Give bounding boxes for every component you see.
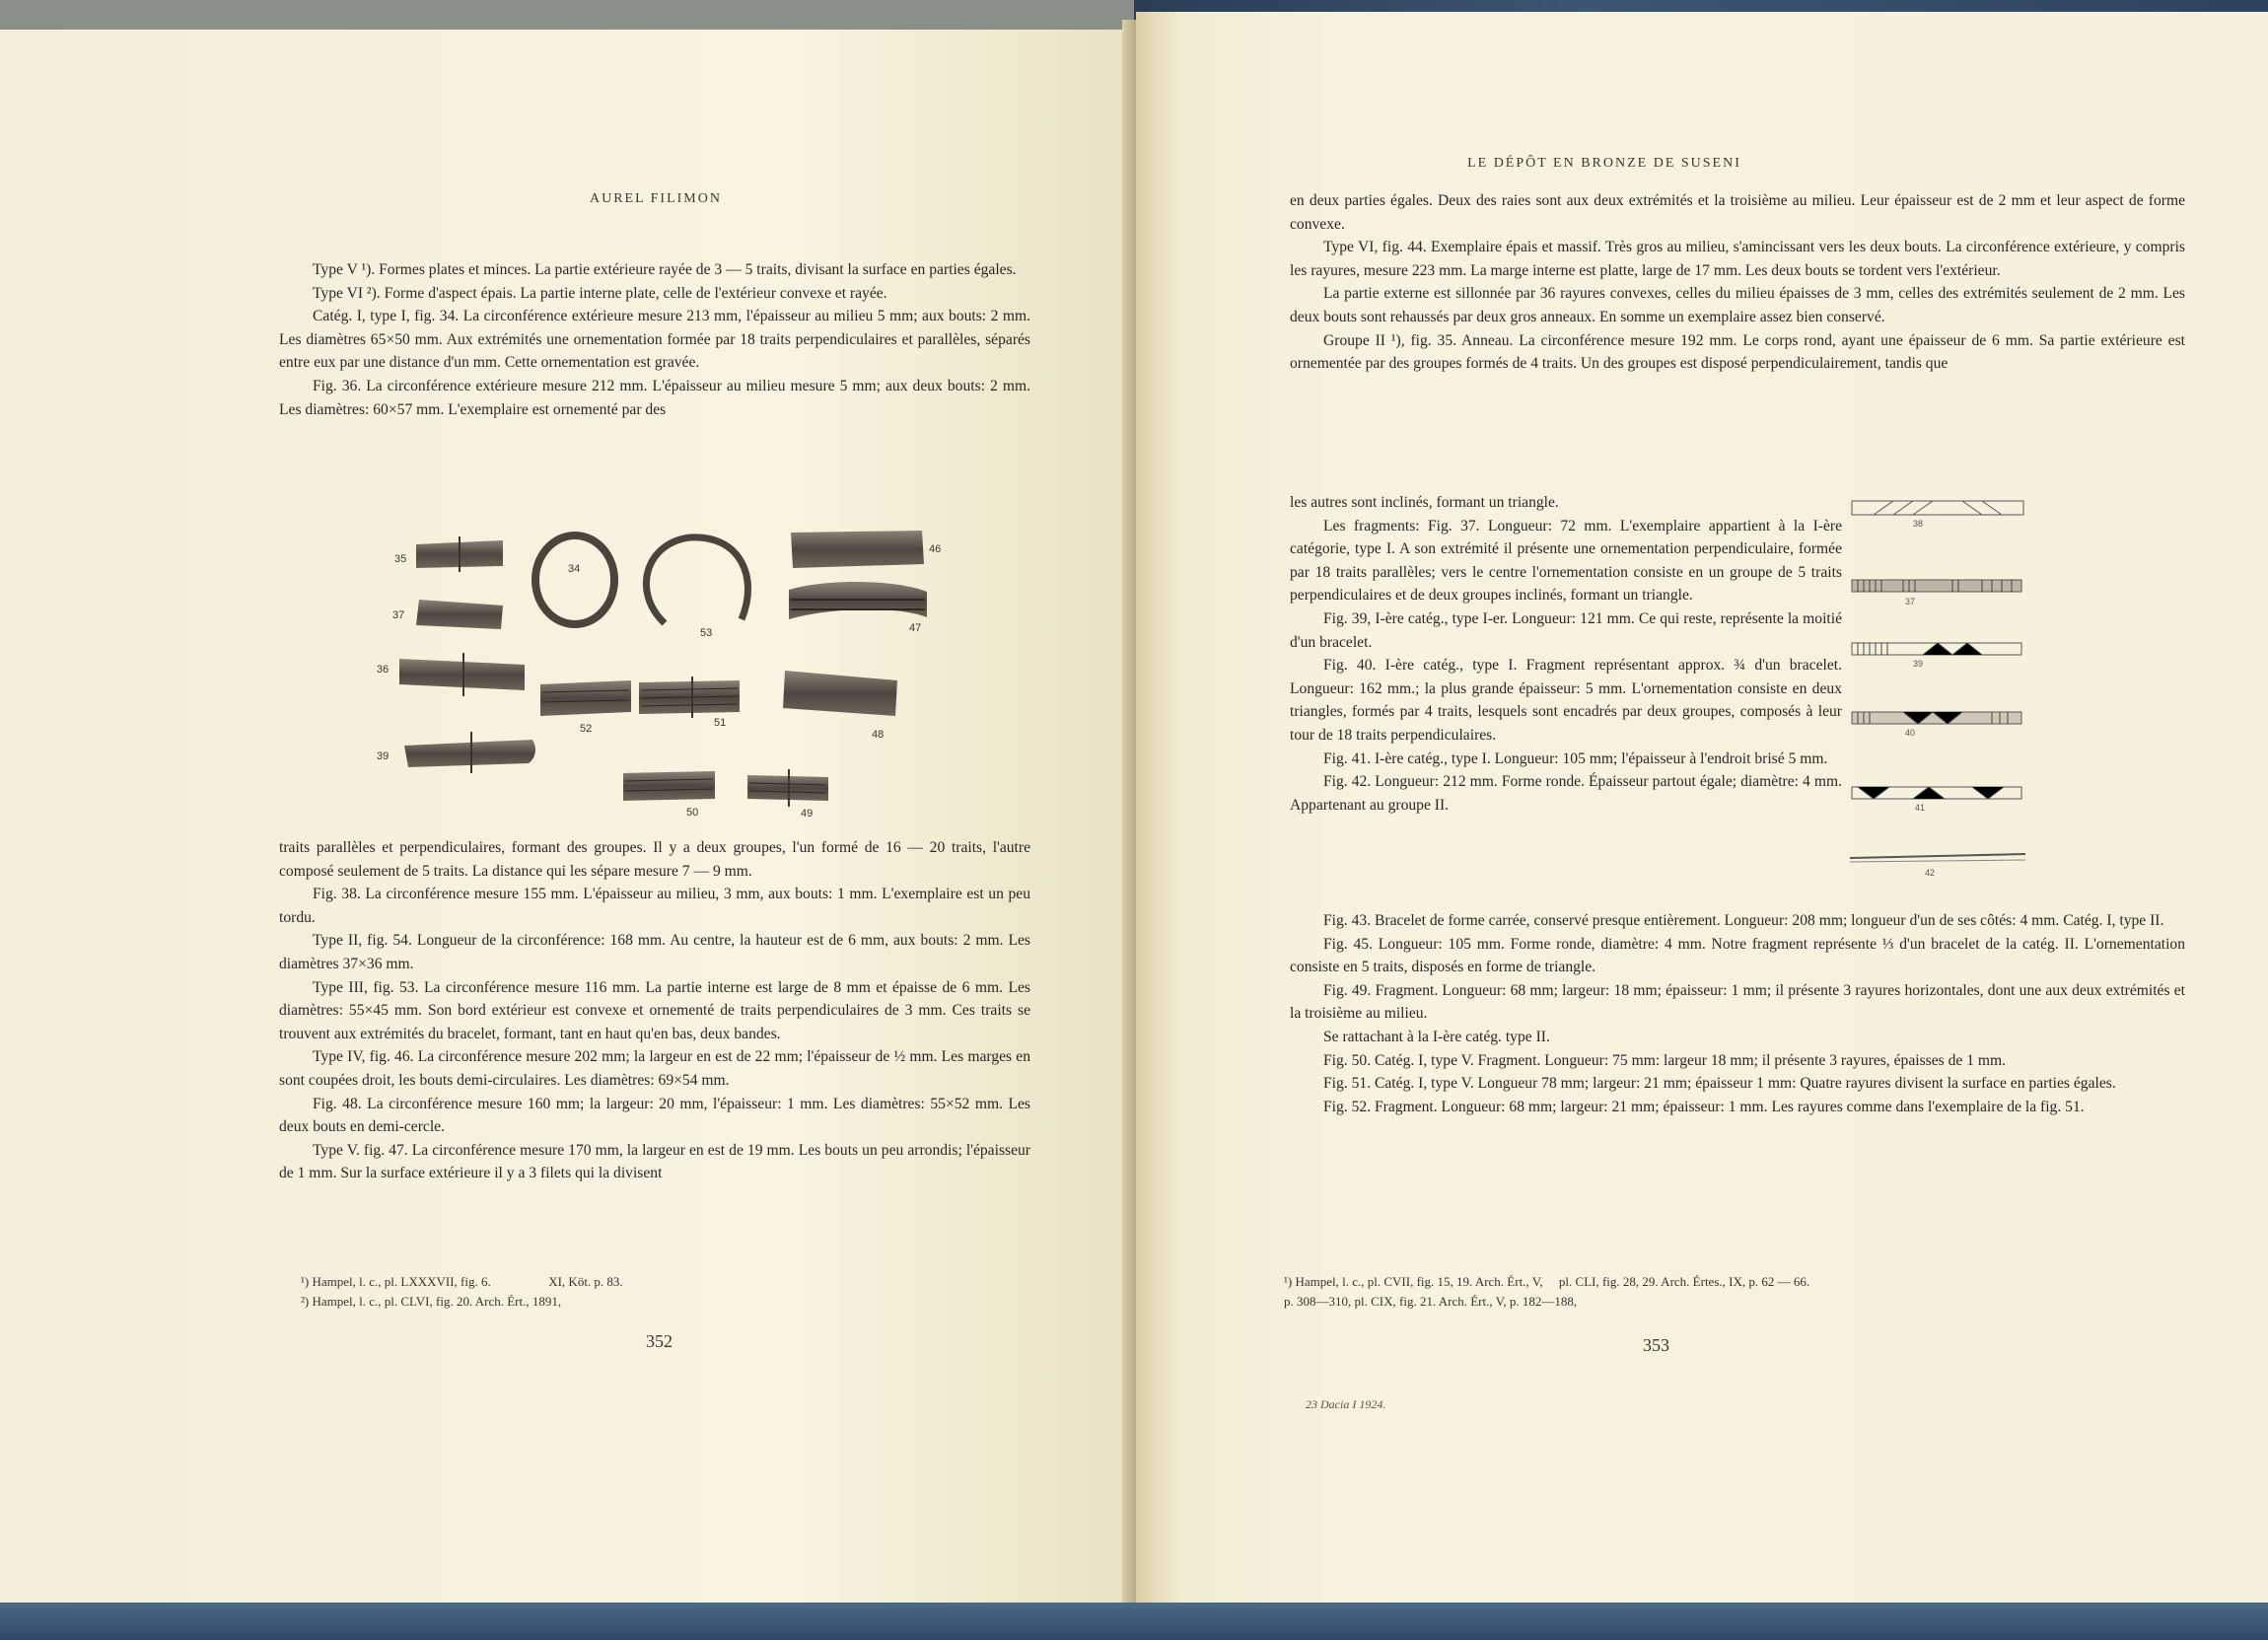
plate-label: 36: [377, 664, 390, 676]
right-text-top: [1290, 189, 2185, 376]
paragraph: Groupe II ¹), fig. 35. Anneau. La circonférence mesure 192 mm. Le corps rond, ayant une épaisseur de 6 mm. Sa partie extérieure est ornementée par des groupes formés de 4 traits. Un des groupes est disposé perpendiculairement, tandis que: [1290, 331, 2185, 373]
figure-label: 40: [1905, 728, 1916, 738]
paragraph: Fig. 40. I-ère catég., type I. Fragment représentant approx. ¾ d'un bracelet. Longueur: 162 mm.; la plus grande épaisseur: 5 mm. L'ornementation consiste en deux triangles, formés par 4 traits, lesquels sont encadrés par deux groupes, composés à leur tour de 18 traits perpendiculaires.: [1290, 657, 1842, 744]
plate-label: 51: [714, 717, 727, 729]
paragraph: Type V ¹). Formes plates et minces. La partie extérieure rayée de 3 — 5 traits, divisant la surface en parties égales.: [313, 261, 1017, 278]
paragraph: Type IV, fig. 46. La circonférence mesure 202 mm; la largeur en est de 22 mm; l'épaisseur de ½ mm. Les marges en sont coupées droit, les bouts demi-circulaires. Les diamètres: 69×54 mm.: [279, 1048, 1030, 1089]
fragment-39: [404, 740, 535, 767]
paragraph: en deux parties égales. Deux des raies sont aux deux extrémités et la troisième au milieu. Leur épaisseur est de 2 mm et leur aspect de forme convexe.: [1290, 192, 2185, 233]
paragraph: Catég. I, type I, fig. 34. La circonférence extérieure mesure 213 mm, l'épaisseur au milieu 5 mm; aux bouts: 2 mm. Les diamètres 65×50 mm. Aux extrémités une ornementation formée par 18 traits perpendiculaires et parallèles, séparés entre eux par une distance d'un mm. Cette ornementation est gravée.: [279, 308, 1030, 372]
fragment-48: [783, 671, 897, 716]
plate-label: 47: [909, 622, 922, 634]
footnote: ²) Hampel, l. c., pl. CLVI, fig. 20. Arch. Ért., 1891,: [301, 1294, 562, 1309]
figure-42: [1850, 854, 2025, 878]
fragment-line-figures: [1844, 493, 2031, 897]
figure-39: [1852, 643, 2021, 669]
ring-53: [646, 537, 747, 623]
paragraph: Se rattachant à la I-ère catég. type II.: [1323, 1028, 1550, 1045]
paragraph: Fig. 39, I-ère catég., type I-er. Longueur: 121 mm. Ce qui reste, représente la moitié d'un bracelet.: [1290, 609, 1842, 651]
paragraph: Type VI, fig. 44. Exemplaire épais et massif. Très gros au milieu, s'amincissant vers les deux bouts. La circonférence extérieure, y compris les rayures, mesure 223 mm. La marge interne est platte, large de 17 mm. Les deux bouts se tordent vers l'extérieur.: [1290, 239, 2185, 279]
figure-40: [1852, 712, 2021, 738]
footnote: p. 308—310, pl. CIX, fig. 21. Arch. Ért., V, p. 182—188,: [1284, 1294, 1578, 1309]
paragraph: Fig. 49. Fragment. Longueur: 68 mm; largeur: 18 mm; épaisseur: 1 mm; il présente 3 rayures horizontales, dont une aux deux extrémités et la troisième au milieu.: [1290, 981, 2185, 1023]
paragraph: Type VI ²). Forme d'aspect épais. La partie interne plate, celle de l'extérieur convexe et rayée.: [313, 284, 887, 302]
plate-label: 49: [801, 808, 814, 820]
paragraph: Fig. 42. Longueur: 212 mm. Forme ronde. Épaisseur partout égale; diamètre: 4 mm. Appartenant au groupe II.: [1290, 773, 1842, 814]
left-page-number: 352: [646, 1331, 673, 1351]
right-page-number: 353: [1643, 1335, 1669, 1355]
plate-label: 50: [686, 807, 699, 819]
book-cover-bottom: [0, 1603, 2268, 1640]
left-running-head: AUREL FILIMON: [590, 191, 722, 206]
plate-label: 39: [377, 750, 390, 762]
right-text-narrow: [1290, 491, 1842, 817]
paragraph: Fig. 51. Catég. I, type V. Longueur 78 mm; largeur: 21 mm; épaisseur 1 mm: Quatre rayures divisent la surface en parties égales.: [1323, 1075, 2116, 1093]
paragraph: Fig. 41. I-ère catég., type I. Longueur: 105 mm; l'épaisseur à l'endroit brisé 5 mm.: [1323, 749, 1828, 767]
plate-label: 35: [394, 553, 407, 565]
fragment-50: [623, 771, 715, 801]
paragraph: Fig. 45. Longueur: 105 mm. Forme ronde, diamètre: 4 mm. Notre fragment représente ⅓ d'un bracelet de la catég. II. L'ornementation consiste en 5 traits, disposés en forme de triangle.: [1290, 935, 2185, 976]
right-page: [1136, 12, 2268, 1614]
figure-37: [1852, 580, 2021, 606]
plate-label: 53: [700, 627, 713, 639]
footnote: ¹) Hampel, l. c., pl. LXXXVII, fig. 6. XI, Köt. p. 83.: [301, 1274, 623, 1289]
fragment-46: [791, 531, 924, 568]
left-text-bottom: [279, 836, 1030, 1185]
footnote: ¹) Hampel, l. c., pl. CVII, fig. 15, 19. Arch. Ért., V, pl. CLI, fig. 28, 29. Arch. Értes., IX, p. 62 — 66.: [1284, 1274, 1810, 1289]
figure-label: 39: [1913, 659, 1924, 669]
figure-label: 37: [1905, 597, 1916, 606]
paragraph: La partie externe est sillonnée par 36 rayures convexes, celles du milieu épaisses de 3 mm, celles des extrémités seulement de 2 mm. Les deux bouts sont rehaussés par deux gros anneaux. En somme un exemplaire assez bien conservé.: [1290, 285, 2185, 325]
paragraph: les autres sont inclinés, formant un triangle.: [1290, 494, 1559, 511]
figure-label: 41: [1915, 803, 1926, 813]
bracelet-plate-image: [365, 523, 942, 828]
paragraph: Type V. fig. 47. La circonférence mesure 170 mm, la largeur en est de 19 mm. Les bouts un peu arrondis; l'épaisseur de 1 mm. Sur la surface extérieure il y a 3 filets qui la divisent: [279, 1141, 1030, 1182]
fragment-line-figures-image: [1844, 493, 2031, 897]
right-text-bottom: [1290, 909, 2185, 1118]
bracelet-plate-photo: [365, 523, 942, 828]
paragraph: traits parallèles et perpendiculaires, formant des groupes. Il y a deux groupes, l'un formé de 16 — 20 traits, l'autre composé seulement de 5 traits. La distance qui les sépare mesure 7 — 9 mm.: [279, 839, 1030, 880]
left-text-top: [279, 258, 1030, 421]
right-running-head: LE DÉPÔT EN BRONZE DE SUSENI: [1467, 156, 1741, 171]
paragraph: Type III, fig. 53. La circonférence mesure 116 mm. La partie interne est large de 8 mm et épaisse de 6 mm. Les diamètres: 55×45 mm. Son bord extérieur est convexe et ornementé de traits perpendiculaires de 3 mm. Ces traits se trouvent aux extrémités du bracelet, formant, tant en haut qu'en bas, deux bandes.: [279, 978, 1030, 1042]
right-footnotes: [1284, 1272, 2171, 1312]
paragraph: Fig. 52. Fragment. Longueur: 68 mm; largeur: 21 mm; épaisseur: 1 mm. Les rayures comme dans l'exemplaire de la fig. 51.: [1323, 1098, 2085, 1115]
paragraph: Les fragments: Fig. 37. Longueur: 72 mm. L'exemplaire appartient à la I-ère catégorie, type I. A son extrémité il présente une ornementation perpendiculaire, formée par 18 traits parallèles; vers le centre l'ornementation consiste en un groupe de 5 traits perpendiculaires et de deux groupes inclinés, formant un triangle.: [1290, 517, 1842, 605]
plate-label: 46: [929, 543, 942, 555]
paragraph: Fig. 36. La circonférence extérieure mesure 212 mm. L'épaisseur au milieu mesure 5 mm; aux deux bouts: 2 mm. Les diamètres: 60×57 mm. L'exemplaire est ornementé par des: [279, 377, 1030, 418]
left-footnotes: [301, 1272, 1011, 1312]
paragraph: Fig. 43. Bracelet de forme carrée, conservé presque entièrement. Longueur: 208 mm; longueur d'un de ses côtés: 4 mm. Catég. I, type II.: [1323, 912, 2164, 929]
fragment-37: [416, 600, 503, 629]
plate-label: 48: [872, 729, 885, 741]
left-page: [0, 30, 1134, 1612]
figure-label: 42: [1925, 868, 1936, 878]
paragraph: Fig. 38. La circonférence mesure 155 mm. L'épaisseur au milieu, 3 mm, aux bouts: 1 mm. L'exemplaire est un peu tordu.: [279, 886, 1030, 926]
paragraph: Type II, fig. 54. Longueur de la circonférence: 168 mm. Au centre, la hauteur est de 6 mm, aux bouts: 2 mm. Les diamètres 37×36 mm.: [279, 932, 1030, 972]
paragraph: Fig. 48. La circonférence mesure 160 mm; la largeur: 20 mm, l'épaisseur: 1 mm. Les diamètres: 55×52 mm. Les deux bouts en demi-cercle.: [279, 1095, 1030, 1136]
figure-label: 38: [1913, 519, 1924, 529]
printer-signature: 23 Dacia I 1924.: [1306, 1397, 1386, 1411]
plate-label: 52: [580, 723, 593, 735]
plate-label: 37: [392, 609, 405, 621]
ring-34: [535, 535, 614, 624]
plate-label: 34: [568, 563, 581, 575]
paragraph: Fig. 50. Catég. I, type V. Fragment. Longueur: 75 mm: largeur 18 mm; il présente 3 rayures, épaisses de 1 mm.: [1323, 1051, 2007, 1069]
fragment-36: [399, 659, 525, 690]
figure-41: [1852, 787, 2021, 813]
figure-38: [1852, 501, 2023, 529]
fragment-52: [540, 680, 631, 716]
